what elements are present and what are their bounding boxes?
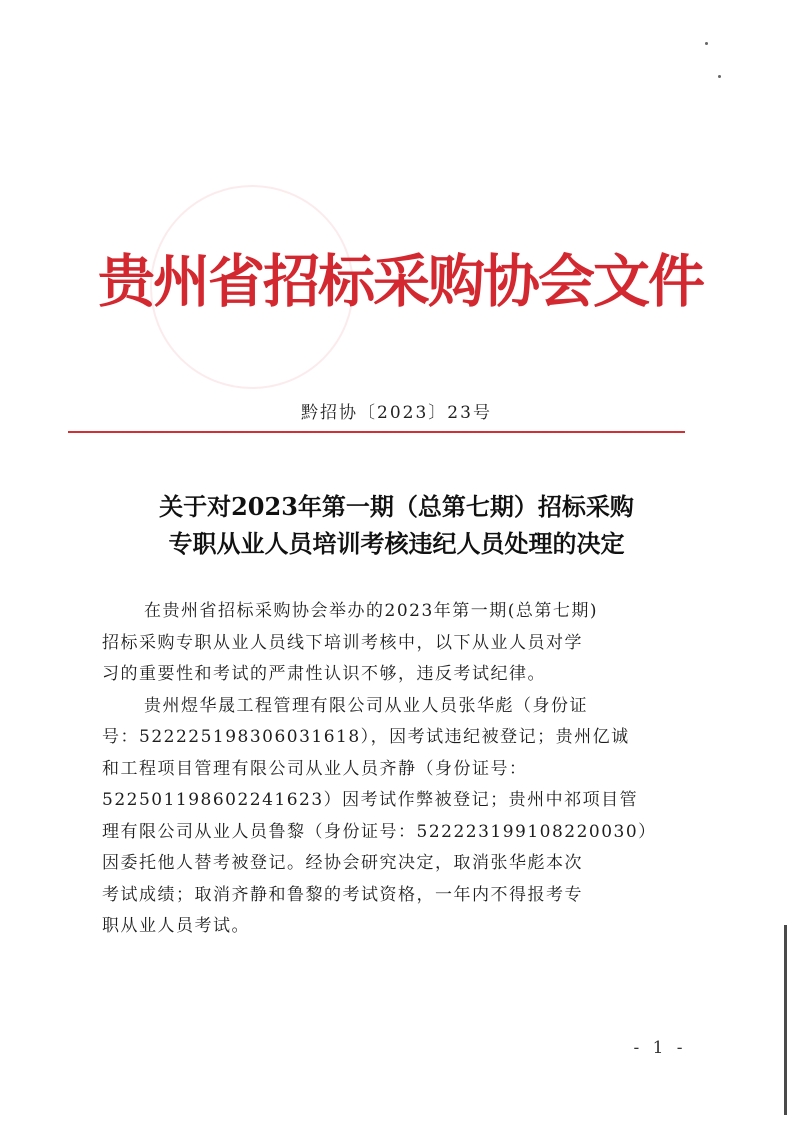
title-line-1: 关于对2023年第一期（总第七期）招标采购 <box>159 492 634 521</box>
paragraph-2-line-7: 考试成绩；取消齐静和鲁黎的考试资格，一年内不得报考专 <box>102 884 583 905</box>
scan-speck <box>705 42 708 45</box>
title-line-2: 专职从业人员培训考核违纪人员处理的决定 <box>168 529 625 558</box>
paragraph-2-line-5: 理有限公司从业人员鲁黎（身份证号：522223199108220030） <box>102 821 657 842</box>
page-number: - 1 - <box>633 1038 687 1058</box>
document-number: 黔招协〔2023〕23号 <box>301 403 492 423</box>
scan-speck <box>718 75 721 78</box>
paragraph-2-line-3: 和工程项目管理有限公司从业人员齐静（身份证号： <box>102 758 528 779</box>
red-divider-line <box>68 431 685 433</box>
scan-edge-artifact <box>784 925 787 1115</box>
paragraph-2-line-8: 职从业人员考试。 <box>102 916 250 936</box>
paragraph-2-line-6: 因委托他人替考被登记。经协会研究决定，取消张华彪本次 <box>102 853 583 873</box>
paragraph-2-line-4: 522501198602241623）因考试作弊被登记；贵州中祁项目管 <box>102 790 639 810</box>
org-title: 贵州省招标采购协会文件 <box>98 249 703 315</box>
paragraph-2-line-2: 号：522225198306031618），因考试违纪被登记；贵州亿诚 <box>102 727 630 747</box>
paragraph-1-line-1: 在贵州省招标采购协会举办的2023年第一期(总第七期) <box>144 601 599 621</box>
document-body <box>102 596 692 943</box>
document-title <box>0 488 793 562</box>
paragraph-1-line-3: 习的重要性和考试的严肃性认识不够，违反考试纪律。 <box>102 664 546 684</box>
paragraph-1-line-2: 招标采购专职从业人员线下培训考核中，以下从业人员对学 <box>102 632 583 653</box>
paragraph-2-line-1: 贵州煜华晟工程管理有限公司从业人员张华彪（身份证 <box>144 695 588 716</box>
